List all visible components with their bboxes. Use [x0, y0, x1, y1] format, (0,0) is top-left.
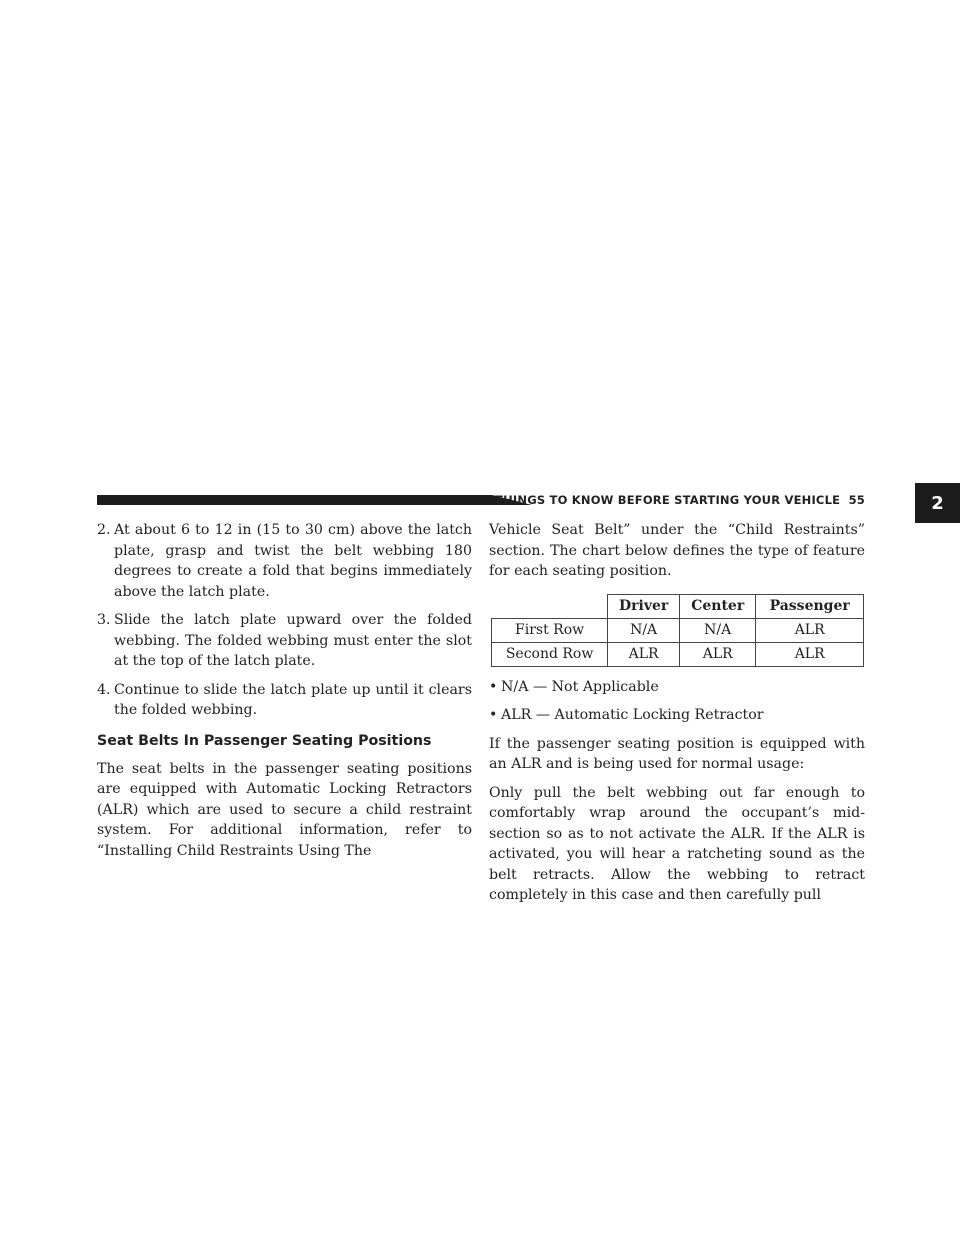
list-item — [489, 677, 865, 698]
section-heading: Seat Belts In Passenger Seating Positions — [97, 732, 432, 749]
table-cell: ALR — [608, 642, 680, 666]
running-header — [494, 493, 865, 507]
step-text: Continue to slide the latch plate up until it clears the folded webbing. — [114, 681, 472, 718]
page-number: 55 — [848, 493, 865, 507]
bullet-text: N/A — Not Applicable — [501, 678, 659, 695]
table-cell: Second Row — [492, 642, 608, 666]
bullet-icon: • — [489, 678, 498, 695]
header-title: THINGS TO KNOW BEFORE STARTING YOUR VEHICLE — [495, 493, 841, 507]
right-column — [489, 520, 865, 914]
body-paragraph: Only pull the belt webbing out far enough to comfortably wrap around the occupant’s mid-section so as to not activate the ALR. If the ALR is activated, you will hear a ratcheting sound as the belt retracts. Allow the webbing to retract completely in this case and then carefully pull — [489, 784, 865, 903]
bullet-icon: • — [489, 707, 498, 723]
table-cell: ALR — [756, 642, 864, 666]
list-item — [97, 680, 472, 721]
table-header-cell: Center — [680, 594, 756, 618]
chapter-number: 2 — [931, 492, 944, 514]
list-item — [489, 705, 865, 726]
step-text: At about 6 to 12 in (15 to 30 cm) above the latch plate, grasp and twist the belt webbing 180 degrees to create a fold that begins immediately above the latch plate. — [114, 522, 472, 600]
header-bar — [97, 495, 492, 505]
chapter-tab — [915, 483, 960, 523]
table-header-cell — [492, 594, 608, 618]
list-item — [97, 610, 472, 672]
instruction-steps — [97, 520, 472, 721]
seating-feature-table — [491, 594, 864, 667]
intro-paragraph: Vehicle Seat Belt” under the “Child Restraints” section. The chart below defines the type of feature for each seating position. — [489, 522, 865, 579]
table-header-row — [492, 594, 864, 618]
step-number: 2. — [97, 522, 111, 538]
bullet-text: ALR — Automatic Locking Retractor — [501, 707, 764, 723]
body-paragraph: If the passenger seating position is equipped with an ALR and is being used for normal usage: — [489, 735, 865, 772]
table-cell: ALR — [756, 618, 864, 642]
abbreviation-list — [489, 677, 865, 726]
step-number: 4. — [97, 681, 111, 698]
table-cell: First Row — [492, 618, 608, 642]
table-header-cell: Passenger — [756, 594, 864, 618]
left-column — [97, 520, 472, 869]
list-item — [97, 520, 472, 602]
table-cell: N/A — [680, 618, 756, 642]
table-cell: ALR — [680, 642, 756, 666]
table-row — [492, 618, 864, 642]
table-row — [492, 642, 864, 666]
body-paragraph: The seat belts in the passenger seating positions are equipped with Automatic Locking Retractors (ALR) which are used to secure a child restraint system. For additional information, refer to “Installing Child Restraints Using The — [97, 760, 472, 859]
step-text: Slide the latch plate upward over the folded webbing. The folded webbing must enter the slot at the top of the latch plate. — [114, 612, 472, 669]
step-number: 3. — [97, 612, 111, 628]
table-header-cell: Driver — [608, 594, 680, 618]
table-cell: N/A — [608, 618, 680, 642]
